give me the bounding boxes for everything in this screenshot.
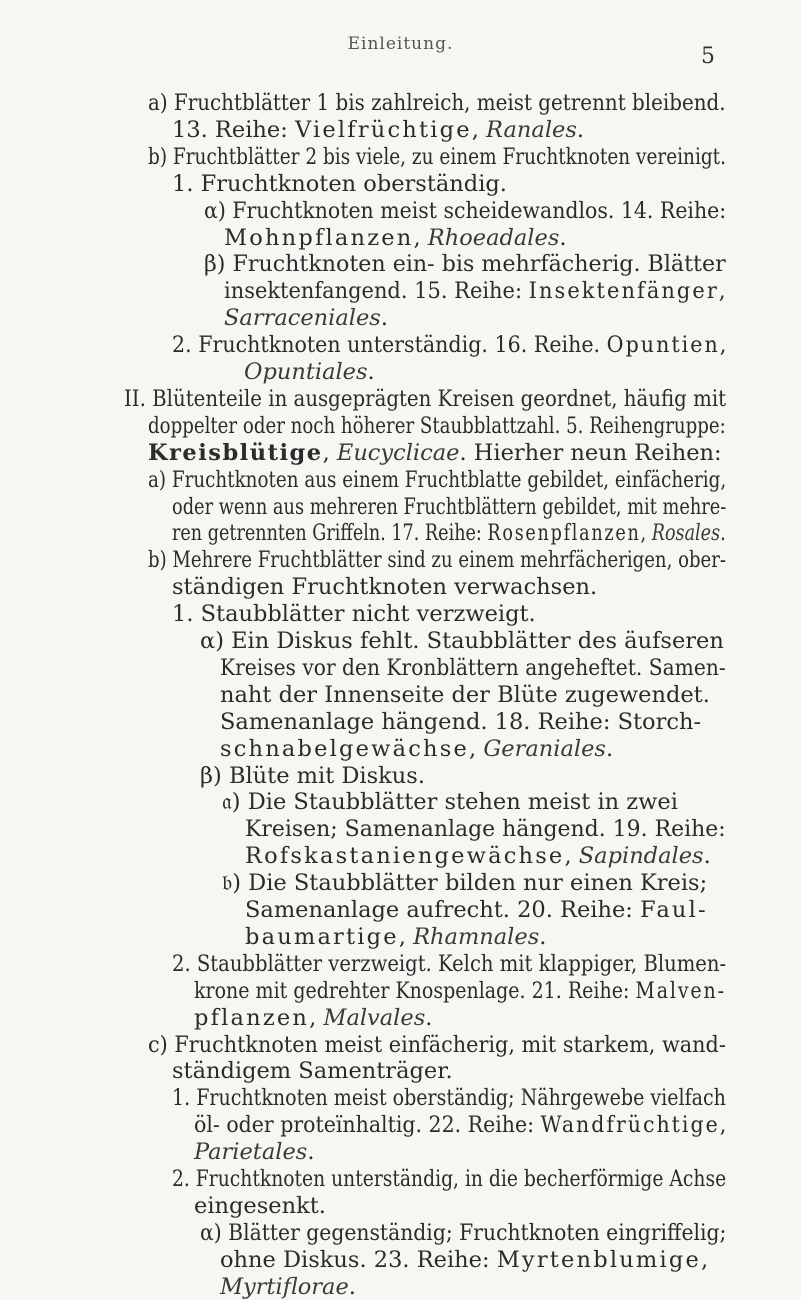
text-line [194,1192,326,1219]
text-segment: 1. Fruchtknoten meist oberständig; Nährgewebe vielfach [172,1085,726,1112]
text-line [245,923,547,950]
text-line [148,92,726,115]
text-segment: . [367,359,375,385]
text-line [204,253,726,276]
text-line [194,1141,314,1164]
text-segment: eingesenkt. [194,1192,326,1219]
text-segment: , [471,116,487,143]
spaced-name: Rosenpflanzen [487,520,641,547]
latin-name: Ranales [486,116,577,143]
text-segment: b) Mehrere Fruchtblätter sind zu einem mehrfächerigen, ober- [148,547,727,574]
text-segment: 13. Reihe: [172,116,295,143]
text-segment: . [539,923,547,950]
text-segment: , [469,735,484,762]
text-line [194,1114,726,1137]
text-segment: , [564,843,579,870]
text-segment: Kreises vor den Kronblättern angeheftet. Samen- [220,654,726,681]
text-segment: 2. Fruchtknoten unterständig, in die becherförmige Achse [172,1166,727,1192]
text-segment: . [703,843,711,870]
text-line [172,334,726,357]
text-segment: . [605,735,614,762]
page-number: 5 [701,44,715,69]
text-line [220,1246,709,1273]
text-line [172,116,585,143]
text-line [200,762,425,789]
text-line [224,307,388,330]
group-name: Kreisblütige [148,439,323,466]
text-line [220,1273,356,1300]
text-segment: , [719,1112,727,1139]
text-segment: , [398,923,414,950]
text-line [148,549,726,572]
text-segment: oder wenn aus mehreren Fruchtblättern gebildet, mit mehre- [172,493,727,520]
text-line [200,630,724,653]
spaced-name: Insektenfänger [528,278,719,305]
text-line [222,791,678,814]
text-line [220,708,702,735]
latin-name: Eucyclicae [336,439,460,466]
text-segment: . [380,305,388,332]
latin-name: Parietales [194,1139,308,1166]
text-line [244,361,375,384]
text-segment: ren getrennten Griffeln. 17. Reihe: [172,520,488,547]
text-line [220,735,614,762]
text-segment: krone mit gedrehter Knospenlage. 21. Reihe: [194,977,636,1004]
text-segment: ständigem Samenträger. [172,1058,453,1085]
text-line [194,977,726,1004]
text-segment: , [322,439,337,466]
text-line [204,197,727,224]
text-segment: . [559,224,567,251]
text-line [172,950,727,977]
text-segment: II. Blütenteile in ausgeprägten Kreisen geordnet, häufig mit [124,385,727,412]
text-segment: 2. Fruchtknoten unterständig. 16. Reihe. [172,332,607,359]
text-line [148,439,722,466]
spaced-name: Vielfrüchtige [294,116,472,143]
text-line [245,899,708,922]
spaced-name: Faul- [640,897,708,923]
text-segment: Kreisen; Samenanlage hängend. 19. Reihe: [245,816,726,843]
text-segment: , [700,1246,709,1273]
text-line [245,818,726,841]
text-segment: α) Ein Diskus fehlt. Staubblätter des äufseren [200,628,724,654]
text-segment: , [719,332,727,359]
text-segment: Samenanlage aufrecht. 20. Reihe: [245,897,641,923]
text-segment: naht der Innenseite der Blüte zugewendet. [220,681,710,708]
text-line [220,681,710,708]
text-line [220,654,726,681]
text-segment: α) Fruchtknoten meist scheidewandlos. 14. Reihe: [204,197,727,224]
text-line [172,576,597,599]
text-line [172,493,727,520]
text-segment: Samenanlage hängend. 18. Reihe: Storch- [220,708,702,735]
latin-name: Geraniales [483,735,606,762]
text-line [224,224,567,251]
latin-name: Myrtiflorae [220,1273,349,1300]
text-segment: 𝔟) Die Staubblätter bilden nur einen Kreis; [222,870,708,897]
text-segment: , [718,278,726,305]
text-line [224,280,726,303]
text-line [194,1004,433,1031]
text-segment: 𝔞) Die Staubblätter stehen meist in zwei [222,789,678,816]
text-segment: öl- oder proteïnhaltig. 22. Reihe: [194,1112,541,1139]
text-segment: 2. Staubblätter verzweigt. Kelch mit klappiger, Blumen- [172,950,727,977]
text-segment: b) Fruchtblätter 2 bis viele, zu einem Fruchtknoten vereinigt. [148,143,726,170]
latin-name: Sarraceniales [224,305,381,332]
text-line [124,385,727,412]
text-segment: β) Fruchtknoten ein- bis mehrfächerig. Blätter [204,251,726,278]
text-segment: a) Fruchtblätter 1 bis zahlreich, meist getrennt bleibend. [148,90,726,116]
text-line [172,1168,726,1191]
text-segment: insektenfangend. 15. Reihe: [224,278,529,305]
spaced-name: Mohnpflanzen [224,224,414,251]
latin-name: Opuntiales [244,359,368,385]
text-segment: doppelter oder noch höherer Staubblattzahl. 5. Reihengruppe: [148,412,726,439]
spaced-name: Malven- [635,977,726,1004]
text-segment: , [413,224,428,251]
latin-name: Sapindales [578,843,704,870]
text-line [172,1060,453,1083]
text-line [222,872,707,895]
text-line [148,412,726,439]
latin-name: Malvales [323,1004,426,1031]
text-line [172,1087,726,1110]
text-line [172,603,536,626]
text-segment: , [309,1004,324,1031]
running-title: Einleitung. [347,34,454,54]
text-segment: . [576,116,585,143]
text-line [200,1219,727,1246]
text-line [148,143,726,170]
spaced-name: Myrtenblumige [496,1246,701,1273]
text-segment: α) Blätter gegenständig; Fruchtknoten eingriffelig; [200,1219,727,1246]
text-segment: ständigen Fruchtknoten verwachsen. [172,574,598,601]
text-line [245,845,711,868]
text-segment: β) Blüte mit Diskus. [200,762,425,789]
text-line [148,466,727,493]
spaced-name: Wandfrüchtige [540,1112,720,1139]
latin-name: Rosales [651,520,721,547]
latin-name: Rhamnales [413,923,540,950]
page-header [0,34,801,69]
latin-name: Rhoeadales [427,224,560,251]
text-segment: 1. Fruchtknoten oberständig. [172,170,507,197]
text-segment: 1. Staubblätter nicht verzweigt. [172,601,536,628]
text-segment: , [640,520,652,547]
text-line [148,1031,726,1058]
text-line [172,170,507,197]
spaced-name: baumartige [245,923,399,950]
text-segment: . [307,1139,315,1166]
spaced-name: schnabelgewächse [220,735,470,762]
spaced-name: Rofskastaniengewächse [245,843,565,870]
text-segment: . [348,1273,356,1300]
text-segment: . [425,1004,433,1031]
text-segment: ohne Diskus. 23. Reihe: [220,1246,497,1273]
text-segment: . Hierher neun Reihen: [459,439,722,466]
text-line [172,522,726,545]
text-segment: . [720,520,726,547]
text-segment: c) Fruchtknoten meist einfächerig, mit starkem, wand- [148,1031,726,1058]
spaced-name: pflanzen [194,1004,310,1031]
spaced-name: Opuntien [606,332,720,359]
text-segment: a) Fruchtknoten aus einem Fruchtblatte gebildet, einfächerig, [148,466,727,493]
